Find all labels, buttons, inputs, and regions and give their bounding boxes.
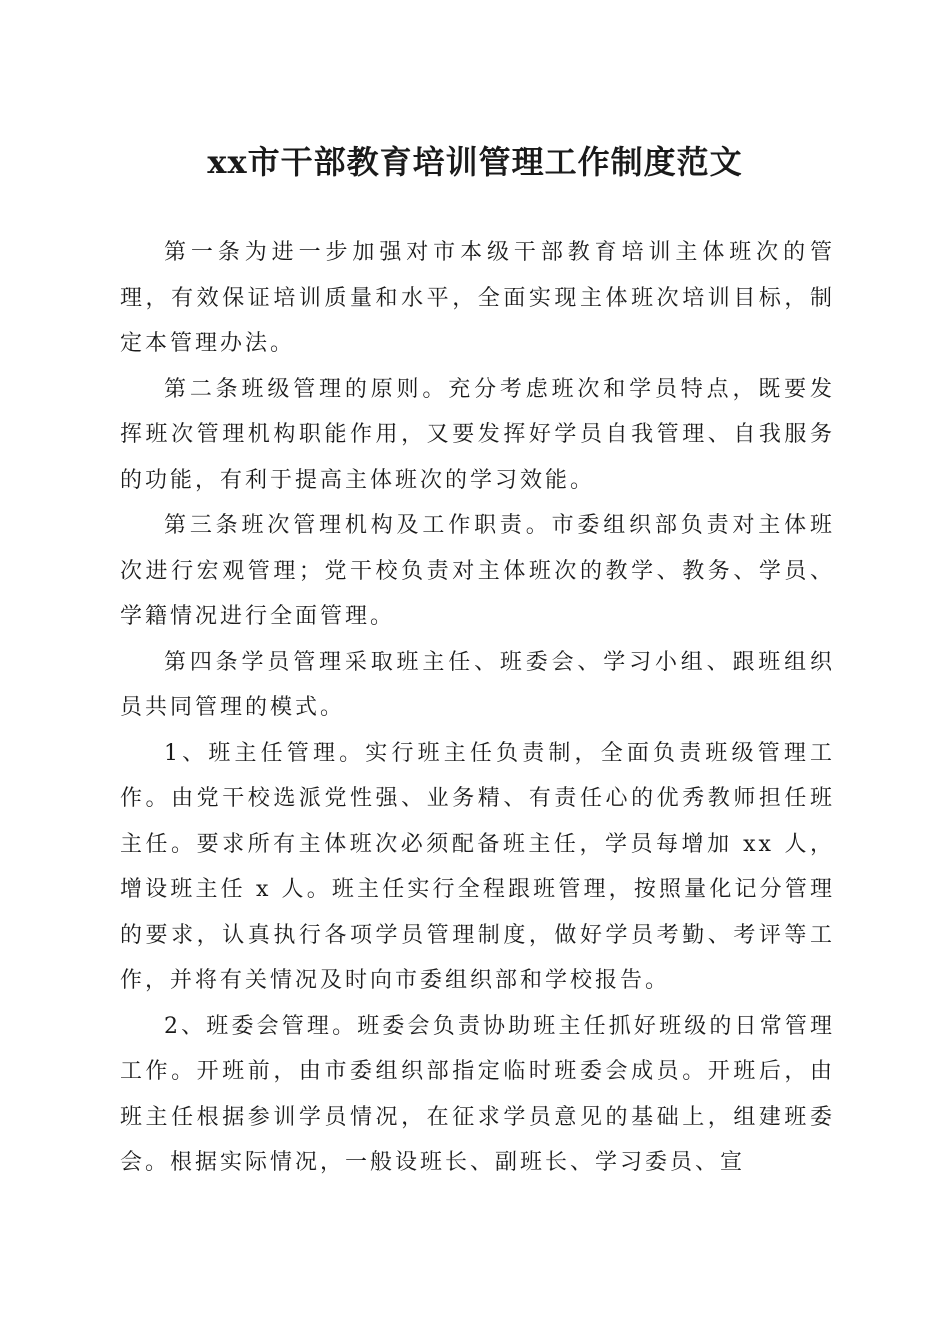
paragraph-item-2: 2、班委会管理。班委会负责协助班主任抓好班级的日常管理工作。开班前，由市委组织部指定临时班委会成员。开班后，由班主任根据参训学员情况，在征求学员意见的基础上，组建班委会。根据实际情况，一般设班长、副班长、学习委员、宣: [120, 1013, 835, 1175]
document-body: [120, 230, 835, 1186]
paragraph-item-1: 1、班主任管理。实行班主任负责制，全面负责班级管理工作。由党干校选派党性强、业务精、有责任心的优秀教师担任班主任。要求所有主体班次必须配备班主任，学员每增加 xx 人，增设班主任 x 人。班主任实行全程跟班管理，按照量化记分管理的要求，认真执行各项学员管理制度，做好学员考勤、考评等工作，并将有关情况及时向市委组织部和学校报告。: [120, 740, 835, 993]
document-title: xx市干部教育培训管理工作制度范文: [207, 143, 743, 181]
paragraph-article-3: 第三条班次管理机构及工作职责。市委组织部负责对主体班次进行宏观管理；党干校负责对主体班次的教学、教务、学员、学籍情况进行全面管理。: [120, 513, 835, 629]
paragraph-article-1: 第一条为进一步加强对市本级干部教育培训主体班次的管理，有效保证培训质量和水平，全面实现主体班次培训目标，制定本管理办法。: [120, 240, 835, 356]
paragraph-article-2: 第二条班级管理的原则。充分考虑班次和学员特点，既要发挥班次管理机构职能作用，又要发挥好学员自我管理、自我服务的功能，有利于提高主体班次的学习效能。: [120, 376, 835, 493]
paragraph-article-4: 第四条学员管理采取班主任、班委会、学习小组、跟班组织员共同管理的模式。: [120, 649, 835, 720]
